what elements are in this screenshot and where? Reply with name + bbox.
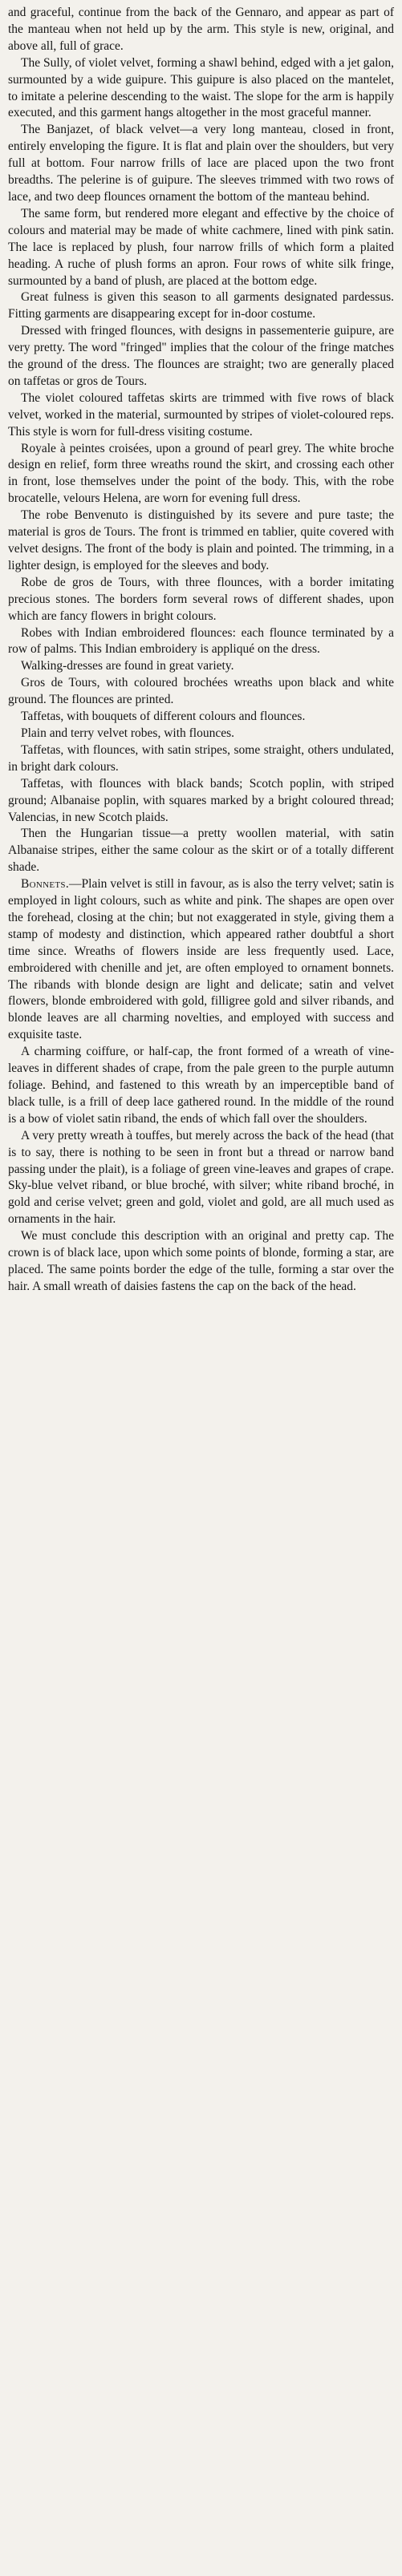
paragraph bbox=[8, 709, 394, 726]
paragraph-text: Gros de Tours, with coloured brochées wreaths upon black and white ground. The flounces are printed. bbox=[8, 676, 394, 707]
paragraph bbox=[8, 122, 394, 206]
article-body bbox=[8, 5, 394, 1296]
paragraph-text: The robe Benvenuto is distinguished by its severe and pure taste; the material is gros de Tours. The front is trimmed en tablier, quite covered with velvet designs. The front of the body is plain and pointed. The trimming, in a lighter design, is employed for the sleeves and body. bbox=[8, 508, 394, 572]
paragraph-text: Walking-dresses are found in great variety. bbox=[21, 659, 234, 673]
paragraph-text: A very pretty wreath à touffes, but merely across the back of the head (that is to say, there is nothing to be seen in front but a thread or narrow band passing under the plait), is a foliage of green vine-leaves and grapes of crape. Sky-blue velvet riband, or blue broché, with silver; white riband broché, in gold and cerise velvet; green and gold, violet and gold, are all much used as ornaments in the hair. bbox=[8, 1128, 394, 1227]
paragraph bbox=[8, 390, 394, 441]
paragraph bbox=[8, 441, 394, 508]
paragraph-text: We must conclude this description with an original and pretty cap. The crown is of black lace, upon which some points of blonde, forming a star, are placed. The same points border the edge of the tulle, forming a star over the hair. A small wreath of daisies fastens the cap on the back of the head. bbox=[8, 1229, 394, 1293]
paragraph-text: —Plain velvet is still in favour, as is also the terry velvet; satin is employed in light colours, such as white and pink. The shapes are open over the forehead, closing at the chin; but not exaggerated in style, giving them a stamp of modesty and distinction, which appeared rather doubtful a short time since. Wreaths of flowers inside are less frequently used. Lace, embroidered with chenille and jet, are often employed to ornament bonnets. The ribands with blonde design are light and delicate; satin and velvet flowers, blonde embroidered with gold, filligree gold and silver ribands, and blonde leaves are all charming novelties, and employed with success and exquisite taste. bbox=[8, 877, 394, 1042]
paragraph bbox=[8, 55, 394, 123]
paragraph bbox=[8, 1044, 394, 1128]
paragraph-text: Great fulness is given this season to all garments designated pardessus. Fitting garments are disappearing except for in-door costume. bbox=[8, 290, 394, 321]
paragraph-text: Taffetas, with flounces, with satin stripes, some straight, others undulated, in bright dark colours. bbox=[8, 742, 394, 774]
paragraph-text: Plain and terry velvet robes, with flounces. bbox=[21, 726, 235, 740]
paragraph-text: Robes with Indian embroidered flounces: each flounce terminated by a row of palms. This Indian embroidery is appliqué on the dress. bbox=[8, 625, 394, 657]
paragraph bbox=[8, 625, 394, 659]
section-heading: Bonnets. bbox=[21, 877, 70, 892]
paragraph bbox=[8, 1228, 394, 1296]
paragraph-text: A charming coiffure, or half-cap, the front formed of a wreath of vine-leaves in different shades of crape, from the pale green to the purple autumn foliage. Behind, and fastened to this wreath by an imperceptible band of black tulle, is a frill of deep lace gathered round. In the middle of the round is a bow of violet satin riband, the ends of which fall over the shoulders. bbox=[8, 1045, 394, 1126]
paragraph bbox=[8, 826, 394, 876]
paragraph-text: The violet coloured taffetas skirts are trimmed with five rows of black velvet, worked in the material, surmounted by stripes of violet-coloured reps. This style is worn for full-dress visiting costume. bbox=[8, 390, 394, 439]
paragraph bbox=[8, 5, 394, 55]
paragraph bbox=[8, 658, 394, 675]
paragraph bbox=[8, 876, 394, 1044]
paragraph bbox=[8, 726, 394, 742]
paragraph bbox=[8, 508, 394, 575]
paragraph bbox=[8, 742, 394, 776]
paragraph-text: The Sully, of violet velvet, forming a shawl behind, edged with a jet galon, surmounted by a wide guipure. This guipure is also placed on the mantelet, to imitate a pelerine descending to the waist. The slope for the arm is happily executed, and this garment hangs altogether in the most graceful manner. bbox=[8, 55, 394, 120]
paragraph bbox=[8, 206, 394, 290]
paragraph-text: Royale à peintes croisées, upon a ground of pearl grey. The white broche design en relief, form three wreaths round the skirt, and crossing each other in front, lose themselves under the point of the body. This, with the robe brocatelle, velours Helena, are worn for evening full dress. bbox=[8, 441, 394, 506]
paragraph bbox=[8, 323, 394, 390]
paragraph-text: The Banjazet, of black velvet—a very long manteau, closed in front, entirely enveloping the figure. It is flat and plain over the shoulders, but very full at bottom. Four narrow frills of lace are placed upon the two front breadths. The pelerine is of guipure. The sleeves trimmed with two rows of lace, and two deep flounces ornament the bottom of the manteau behind. bbox=[8, 123, 394, 204]
paragraph-text: Taffetas, with flounces with black bands; Scotch poplin, with striped ground; Albanaise poplin, with squares marked by a bright coloured thread; Valencias, in new Scotch plaids. bbox=[8, 776, 394, 824]
paragraph-text: Then the Hungarian tissue—a pretty woollen material, with satin Albanaise stripes, either the same colour as the skirt or of a totally different shade. bbox=[8, 827, 394, 875]
paragraph-text: Taffetas, with bouquets of different colours and flounces. bbox=[21, 710, 306, 724]
paragraph-text: Robe de gros de Tours, with three flounces, with a border imitating precious stones. The borders form several rows of different shades, upon which are fancy flowers in bright colours. bbox=[8, 575, 394, 623]
paragraph bbox=[8, 575, 394, 625]
paragraph-text: Dressed with fringed flounces, with designs in passementerie guipure, are very pretty. The word "fringed" implies that the colour of the fringe matches the ground of the dress. The flounces are straight; two are generally placed on taffetas or gros de Tours. bbox=[8, 324, 394, 388]
paragraph bbox=[8, 1128, 394, 1228]
paragraph bbox=[8, 289, 394, 323]
paragraph bbox=[8, 675, 394, 709]
paragraph bbox=[8, 776, 394, 827]
paragraph-text: and graceful, continue from the back of the Gennaro, and appear as part of the manteau when not held up by the arm. This style is new, original, and above all, full of grace. bbox=[8, 6, 394, 53]
paragraph-text: The same form, but rendered more elegant and effective by the choice of colours and material may be made of white cachmere, lined with pink satin. The lace is replaced by plush, four narrow frills of which form a plaited heading. A ruche of plush forms an apron. Four rows of white silk fringe, surmounted by a band of plush, are placed at the bottom edge. bbox=[8, 206, 394, 288]
